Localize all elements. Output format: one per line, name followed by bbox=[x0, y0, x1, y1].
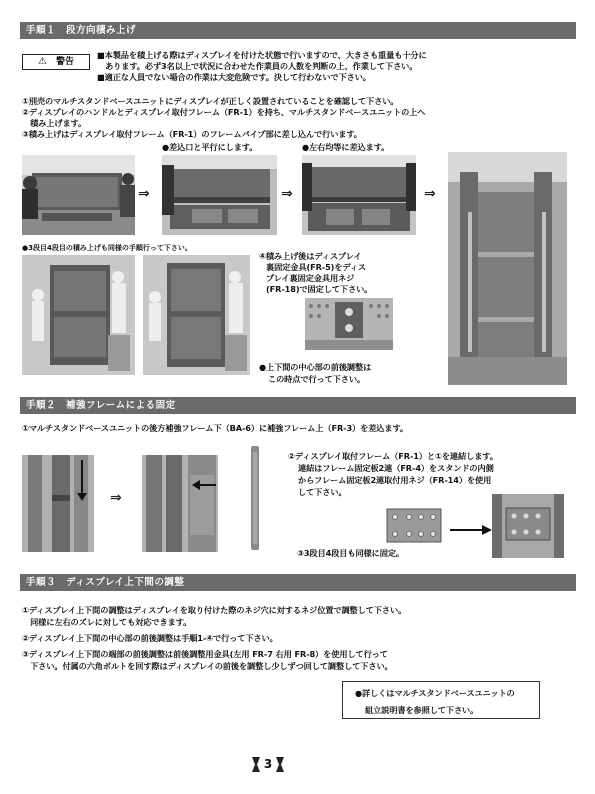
step3-line-3: ②ディスプレイ上下間の中心部の前後調整は手順1-④で行って下さい。 bbox=[22, 633, 278, 643]
step3-line-2: 同様に左右のズレに対しても対応できます。 bbox=[22, 617, 192, 627]
note-fix-line-3: プレイ裏固定金具用ネジ bbox=[266, 273, 355, 283]
warning-line-3: ■適正な人員でない場合の作業は大変危険です。決して行わないで下さい。 bbox=[97, 72, 371, 82]
step1-instruction-2: ②ディスプレイのハンドルとディスプレイ取付フレーム（FR-1）を持ち、マルチスタンドベースユニットの上へ bbox=[22, 107, 426, 117]
note-fix-line-2: 裏固定金具(FR-5)をディス bbox=[266, 262, 367, 272]
step1-instruction-1: ①別売のマルチスタンドベースユニットにディスプレイが正しく設置されていることを確認して下さい。 bbox=[22, 96, 399, 106]
photo-insert-even bbox=[302, 155, 416, 235]
step2-header: 手順２ 補強フレームによる固定 bbox=[20, 397, 576, 414]
flow-arrow-1: ⇒ bbox=[138, 186, 150, 202]
photo-bracket-closeup bbox=[305, 298, 393, 350]
photo-lifting-display bbox=[22, 155, 135, 235]
page-number-badge bbox=[252, 757, 284, 772]
note-fix-line-4: (FR-18)で固定して下さい。 bbox=[266, 284, 373, 294]
step2-instruction-1: ①マルチスタンドベースユニットの後方補強フレーム下（BA-6）に補強フレーム上（FR-3）を差込ます。 bbox=[22, 423, 408, 433]
photo-stacking-third-tier bbox=[22, 255, 135, 375]
note-repeat-stacking: ●3段目4段目の積み上げも同様の手順行って下さい。 bbox=[22, 244, 192, 252]
photo-stacked-result bbox=[448, 152, 567, 385]
step3-line-1: ①ディスプレイ上下間の調整はディスプレイを取り付けた際のネジ穴に対するネジ位置で調整して下さい。 bbox=[22, 605, 407, 615]
warning-triangle-icon: ⚠ bbox=[37, 56, 47, 67]
connect-line-3: からフレーム固定板2連取付用ネジ（FR-14）を使用 bbox=[298, 475, 492, 485]
note-same-fix: ③3段目4段目も同様に固定。 bbox=[297, 548, 404, 558]
warning-badge bbox=[22, 54, 90, 70]
flow-arrow-2: ⇒ bbox=[281, 186, 293, 202]
callout-even: ●左右均等に差込ます。 bbox=[302, 142, 390, 152]
step1-instruction-3: ③積み上げはディスプレイ取付フレーム（FR-1）のフレームパイプ部に差し込んで行います。 bbox=[22, 129, 362, 139]
photo-insert-parallel bbox=[162, 155, 277, 235]
reference-note-line-1: ●詳しくはマルチスタンドベースユニットの bbox=[355, 688, 515, 698]
reference-note-box bbox=[342, 681, 540, 719]
note-adjust-line-1: ●上下間の中心部の前後調整は bbox=[259, 362, 372, 372]
step3-header: 手順３ ディスプレイ上下間の調整 bbox=[20, 574, 576, 591]
photo-reinforcement-bar bbox=[248, 446, 262, 550]
photo-reinforcement-frame-base bbox=[22, 455, 94, 552]
connect-line-4: して下さい。 bbox=[298, 487, 347, 497]
arrow-to-frame-icon bbox=[450, 520, 492, 530]
note-adjust-line-2: この時点で行って下さい。 bbox=[268, 374, 366, 384]
connect-line-2: 連結はフレーム固定板2連（FR-4）をスタンドの内側 bbox=[298, 463, 494, 473]
step1-instruction-2b: 積み上げます。 bbox=[22, 118, 87, 128]
warning-label: 警告 bbox=[56, 57, 75, 67]
warning-line-1: ■本製品を積上げる際はディスプレイを付けた状態で行いますので、大きさも重量も十分に bbox=[97, 50, 427, 60]
step3-line-5: 下さい。付属の六角ボルトを回す際はディスプレイの前後を調整し少しずつ回して調整して下さい。 bbox=[22, 661, 393, 671]
fixing-plate-illustration bbox=[385, 507, 443, 544]
callout-parallel: ●差込口と平行にします。 bbox=[162, 142, 258, 152]
step1-header: 手順１ 段方向積み上げ bbox=[20, 22, 576, 39]
photo-stacking-fourth-tier bbox=[143, 255, 250, 375]
connect-line-1: ②ディスプレイ取付フレーム（FR-1）と①を連結します。 bbox=[288, 451, 498, 461]
flow-arrow-4: ⇒ bbox=[110, 490, 122, 506]
photo-reinforcement-frame-inserted bbox=[142, 455, 218, 552]
warning-line-2: あります。必ず3名以上で状況に合わせた作業員の人数を判断の上、作業して下さい。 bbox=[97, 61, 418, 71]
page-number: 3 bbox=[263, 757, 273, 771]
step3-line-4: ③ディスプレイ上下間の端部の前後調整は前後調整用金具(左用 FR-7 右用 FR-8）を使用して行って bbox=[22, 649, 388, 659]
note-fix-line-1: ④積み上げ後はディスプレイ bbox=[259, 251, 362, 261]
flow-arrow-3: ⇒ bbox=[424, 186, 436, 202]
photo-plate-mounted bbox=[492, 494, 564, 558]
reference-note-line-2: 組立説明書を参照して下さい。 bbox=[365, 705, 479, 715]
